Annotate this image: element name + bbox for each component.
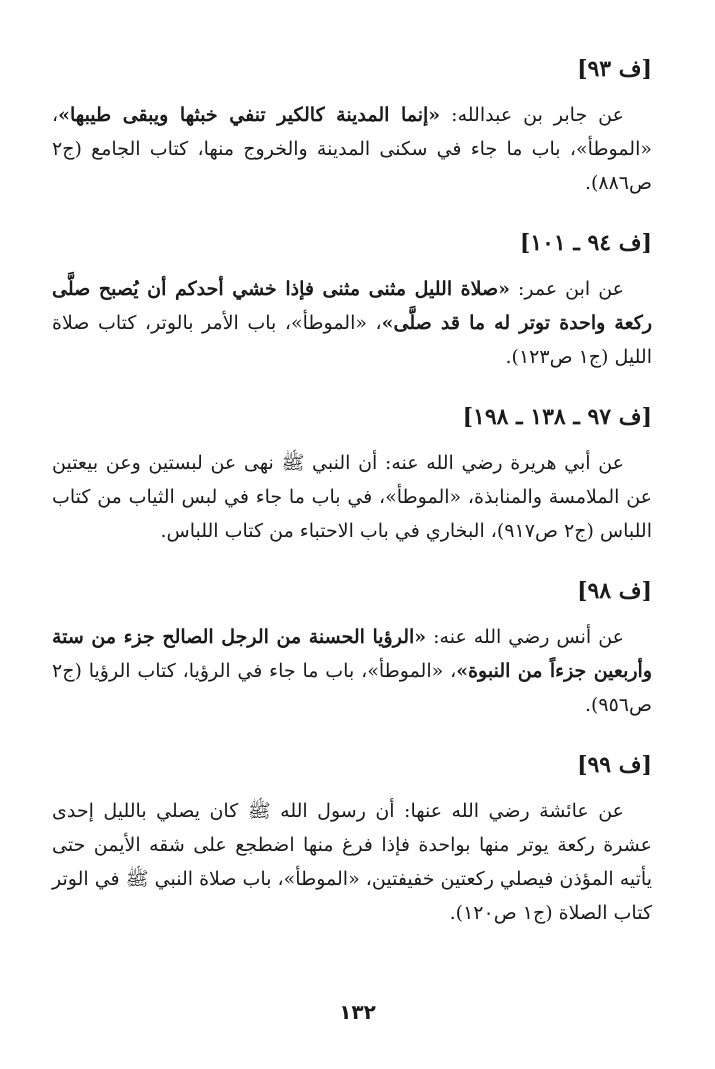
hadith-quote: «الرؤيا الحسنة من الرجل الصالح جزء من ستة وأربعين جزءاً من النبوة» bbox=[52, 626, 652, 682]
hadith-quote: «صلاة الليل مثنى مثنى فإذا خشي أحدكم أن يُصبح صلَّى ركعة واحدة توتر له ما قد صلَّى» bbox=[52, 278, 652, 334]
section-heading: [ف ٩٨] bbox=[577, 578, 652, 604]
section-paragraph bbox=[52, 446, 652, 548]
section-97-138-198 bbox=[52, 400, 652, 548]
paragraph-reference: عن أبي هريرة رضي الله عنه: أن النبي ﷺ نهى عن لبستين وعن بيعتين عن الملامسة والمنابذة، «الموطأ»، في باب ما جاء في لبس الثياب من كتاب اللباس (ج٢ ص٩١٧)، البخاري في باب الاحتباء من كتاب اللباس. bbox=[52, 452, 652, 542]
section-heading: [ف ٩٣] bbox=[577, 56, 652, 82]
paragraph-intro: عن جابر بن عبدالله: bbox=[440, 104, 624, 126]
hadith-quote: «إنما المدينة كالكير تنفي خبثها ويبقى طيبها» bbox=[58, 104, 441, 126]
section-93 bbox=[52, 52, 652, 200]
section-99 bbox=[52, 748, 652, 930]
section-paragraph bbox=[52, 794, 652, 930]
section-paragraph bbox=[52, 98, 652, 200]
section-paragraph bbox=[52, 272, 652, 374]
page-body bbox=[52, 52, 652, 956]
paragraph-intro: عن أنس رضي الله عنه: bbox=[426, 626, 624, 648]
section-94-101 bbox=[52, 226, 652, 374]
paragraph-intro: عن ابن عمر: bbox=[509, 278, 625, 300]
paragraph-reference: ، «الموطأ»، باب الأمر بالوتر، كتاب صلاة الليل (ج١ ص١٢٣). bbox=[52, 312, 652, 368]
section-heading: [ف ٩٩] bbox=[577, 752, 652, 778]
section-heading: [ف ٩٤ ـ ١٠١] bbox=[519, 230, 652, 256]
paragraph-reference: ، «الموطأ»، باب ما جاء في الرؤيا، كتاب الرؤيا (ج٢ ص٩٥٦). bbox=[52, 660, 652, 716]
section-heading: [ف ٩٧ ـ ١٣٨ ـ ١٩٨] bbox=[462, 404, 652, 430]
section-paragraph bbox=[52, 620, 652, 722]
paragraph-reference: ، «الموطأ»، باب ما جاء في سكنى المدينة والخروج منها، كتاب الجامع (ج٢ ص٨٨٦). bbox=[52, 104, 652, 194]
paragraph-reference: عن عائشة رضي الله عنها: أن رسول الله ﷺ كان يصلي بالليل إحدى عشرة ركعة يوتر منها بواحدة فإذا فرغ منها اضطجع على شقه الأيمن حتى يأتيه المؤذن فيصلي ركعتين خفيفتين، «الموطأ»، باب صلاة النبي ﷺ في الوتر كتاب الصلاة (ج١ ص١٢٠). bbox=[52, 800, 652, 924]
section-98 bbox=[52, 574, 652, 722]
page-number: ١٣٢ bbox=[339, 1000, 376, 1024]
